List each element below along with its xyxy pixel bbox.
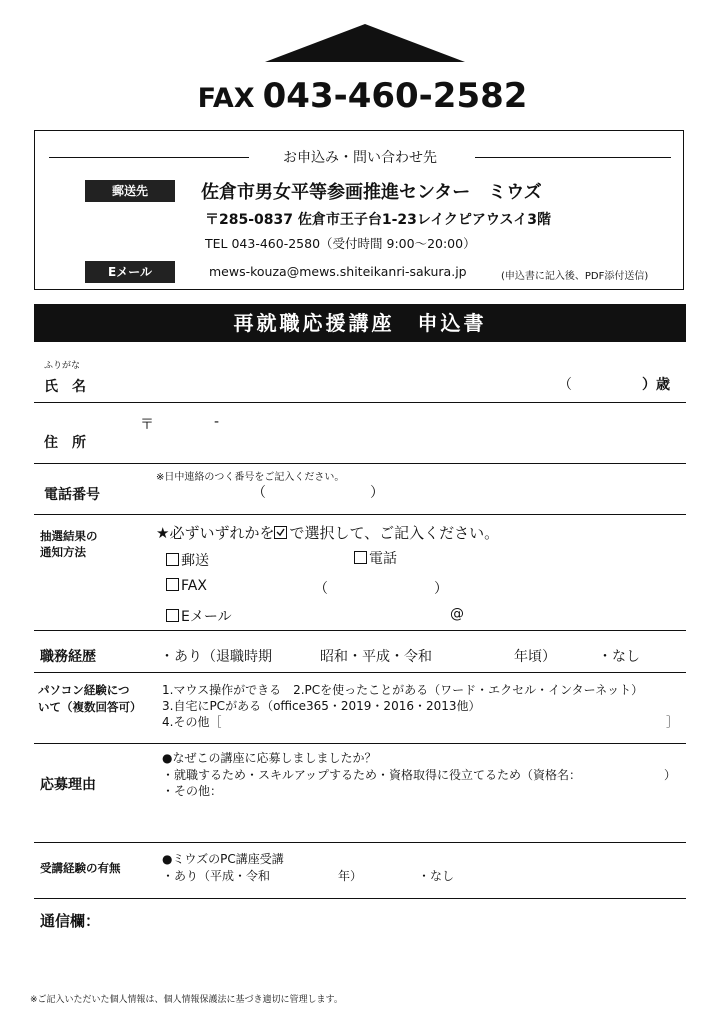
- postal-mark: 〒: [140, 417, 154, 433]
- divider: [475, 157, 671, 158]
- fax-prefix: FAX: [197, 83, 255, 114]
- history-no[interactable]: ・なし: [418, 869, 455, 883]
- email-note: (申込書に記入後、PDF添付送信): [501, 271, 649, 282]
- phone-field[interactable]: [140, 480, 390, 506]
- fax-open: （: [314, 581, 328, 597]
- option-fax-label: FAX: [181, 578, 207, 594]
- checkbox-example-icon: [274, 526, 287, 539]
- postal-dash: -: [214, 414, 220, 430]
- pc-label-2: いて（複数回答可）: [38, 700, 142, 714]
- option-phone-label: 電話: [369, 551, 397, 567]
- divider: [34, 630, 686, 631]
- notify-label-1: 抽選結果の: [40, 529, 98, 543]
- phone-close: ）: [370, 485, 384, 501]
- address-field[interactable]: [120, 410, 680, 460]
- history-yes[interactable]: ・あり（平成・令和: [162, 869, 271, 883]
- address: 〒285-0837 佐倉市王子台1-23レイクピアウスイ3階: [205, 212, 551, 228]
- divider: [34, 672, 686, 673]
- header-triangle: [265, 24, 465, 62]
- notify-label-2: 通知方法: [40, 545, 86, 559]
- divider: [34, 743, 686, 744]
- career-no[interactable]: ・なし: [598, 649, 640, 665]
- reason-line-1-close: ）: [664, 768, 677, 782]
- instruction-text-a: ★必ずいずれかを: [156, 524, 275, 542]
- option-phone[interactable]: [354, 548, 397, 568]
- divider: [34, 514, 686, 515]
- comm-label: 通信欄：: [40, 912, 101, 930]
- phone-note: ※日中連絡のつく番号をご記入ください。: [156, 472, 345, 483]
- option-email-label: Eメール: [181, 609, 232, 625]
- checkbox-icon: [166, 553, 179, 566]
- notify-instruction: [156, 522, 499, 543]
- age-close: ）歳: [642, 377, 670, 393]
- at-sign: @: [450, 606, 464, 622]
- comm-field[interactable]: [120, 906, 680, 976]
- furigana-label: ふりがな: [44, 361, 81, 371]
- divider: [34, 402, 686, 403]
- option-post[interactable]: [166, 550, 209, 570]
- form-title: 再就職応援講座 申込書: [34, 304, 686, 342]
- fax-close: ）: [434, 581, 448, 597]
- history-year: 年）: [338, 869, 363, 883]
- name-field[interactable]: [120, 366, 550, 394]
- pc-line-3-close: ］: [666, 715, 679, 729]
- pc-line-2[interactable]: 3.自宅にPCがある（office365・2019・2016・2013他）: [162, 699, 481, 713]
- instruction-text-b: で選択して、ご記入ください。: [289, 524, 500, 542]
- pc-line-1[interactable]: 1.マウス操作ができる 2.PCを使ったことがある（ワード・エクセル・インターネット）: [162, 683, 644, 697]
- address-label: 住 所: [44, 435, 86, 451]
- pc-label-1: パソコン経験につ: [38, 683, 130, 697]
- email-tag: Eメール: [85, 261, 175, 283]
- tel: TEL 043-460-2580（受付時間 9:00～20:00）: [205, 236, 476, 251]
- footer-note: ※ご記入いただいた個人情報は、個人情報保護法に基づき適切に管理します。: [30, 995, 343, 1005]
- age-field[interactable]: [578, 370, 638, 394]
- contact-box: [34, 130, 684, 290]
- history-label: 受講経験の有無: [40, 861, 121, 875]
- checkbox-icon: [166, 609, 179, 622]
- career-label: 職務経歴: [40, 649, 96, 665]
- mail-tag: 郵送先: [85, 180, 175, 202]
- phone-open: （: [252, 485, 266, 501]
- divider: [34, 898, 686, 899]
- career-year: 年頃）: [514, 649, 556, 665]
- divider: [34, 463, 686, 464]
- option-fax[interactable]: [166, 578, 207, 594]
- checkbox-icon: [354, 551, 367, 564]
- divider: [34, 842, 686, 843]
- contact-title: お申込み・問い合わせ先: [283, 150, 437, 166]
- org-name: 佐倉市男女平等参画推進センター ミウズ: [201, 182, 542, 203]
- reason-line-2[interactable]: ・その他：: [162, 784, 223, 798]
- email-address[interactable]: mews-kouza@mews.shiteikanri-sakura.jp: [209, 264, 467, 279]
- career-eras[interactable]: 昭和・平成・令和: [320, 649, 432, 665]
- reason-label: 応募理由: [40, 777, 96, 793]
- fax-digits: 043-460-2582: [262, 76, 528, 116]
- history-heading: ●ミウズのPC講座受講: [162, 852, 284, 866]
- age-open: （: [558, 377, 572, 393]
- reason-question: ●なぜこの講座に応募しましましたか？: [162, 751, 377, 765]
- reason-line-1[interactable]: ・就職するため・スキルアップするため・資格取得に役立てるため（資格名：: [162, 768, 582, 782]
- checkbox-icon: [166, 578, 179, 591]
- pc-line-3[interactable]: 4.その他［: [162, 715, 222, 729]
- phone-label: 電話番号: [44, 487, 100, 503]
- fax-number: [0, 76, 725, 116]
- option-post-label: 郵送: [181, 553, 209, 569]
- name-label: 氏 名: [44, 379, 86, 395]
- career-yes[interactable]: ・あり（退職時期: [160, 649, 272, 665]
- option-email[interactable]: [166, 606, 232, 626]
